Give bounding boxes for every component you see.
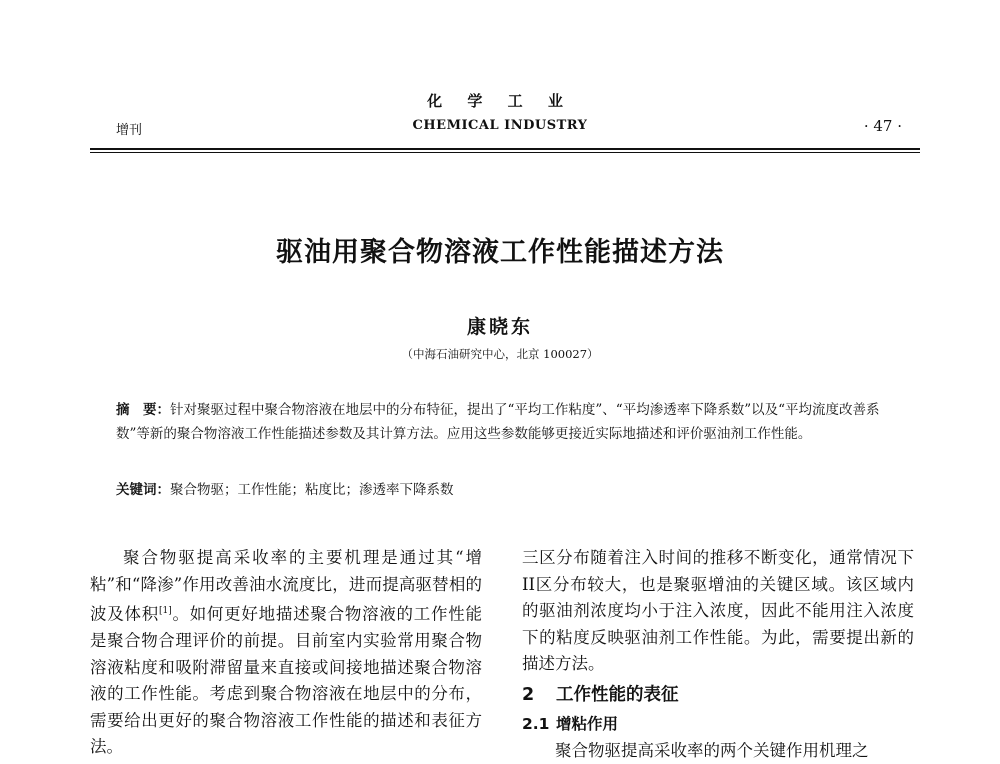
abstract-label: 摘 要： [116,402,170,418]
abstract-text: 针对聚驱过程中聚合物溶液在地层中的分布特征，提出了“平均工作粘度”、“平均渗透率下降系数”以及“平均流度改善系数”等新的聚合物溶液工作性能描述参数及其计算方法。应用这些参数能够更接近实际地描述和评价驱油剂工作性能。 [116,402,880,442]
subsection-heading-2-1 [522,710,914,738]
section-paragraph: 聚合物驱提高采收率的两个关键作用机理之 [522,738,914,764]
subsection-number: 2.1 [522,710,556,738]
keywords [116,478,906,498]
article-title: 驱油用聚合物溶液工作性能描述方法 [0,230,1000,269]
subsection-title: 增粘作用 [556,715,618,733]
journal-title-cn: 化 学 工 业 [0,90,1000,111]
intro-paragraph [90,545,482,761]
section-title: 工作性能的表征 [556,685,679,705]
body-column-right [522,545,914,764]
journal-title-en: CHEMICAL INDUSTRY [0,118,1000,133]
page-number: · 47 · [864,117,902,135]
issue-label: 增刊 [116,119,142,138]
section-number: 2 [522,680,556,710]
intro-text-b: 。如何更好地描述聚合物溶液的工作性能是聚合物合理评价的前提。目前室内实验常用聚合物溶液粘度和吸附滞留量来直接或间接地描述聚合物溶液的工作性能。考虑到聚合物溶液在地层中的分布，需要给出更好的聚合物溶液工作性能的描述和表征方法。 [90,605,482,757]
keywords-text: 聚合物驱；工作性能；粘度比；渗透率下降系数 [170,482,454,498]
author-name: 康晓东 [0,312,1000,339]
citation-ref: [1] [159,606,172,616]
keywords-label: 关键词： [116,482,170,498]
author-affiliation: （中海石油研究中心，北京 100027） [0,346,1000,362]
section-heading-2 [522,680,914,710]
header-rule [90,148,920,150]
intro-text-a: 聚合物驱提高采收率的主要机理是通过其“增粘”和“降渗”作用改善油水流度比，进而提高驱替相的波及体积 [90,548,482,624]
body-column-left [90,545,482,761]
continued-paragraph: 三区分布随着注入时间的推移不断变化，通常情况下II区分布较大，也是聚驱增油的关键区域。该区域内的驱油剂浓度均小于注入浓度，因此不能用注入浓度下的粘度反映驱油剂工作性能。为此，需要提出新的描述方法。 [522,545,914,678]
abstract [116,398,906,446]
header-rule-thin [90,152,920,153]
